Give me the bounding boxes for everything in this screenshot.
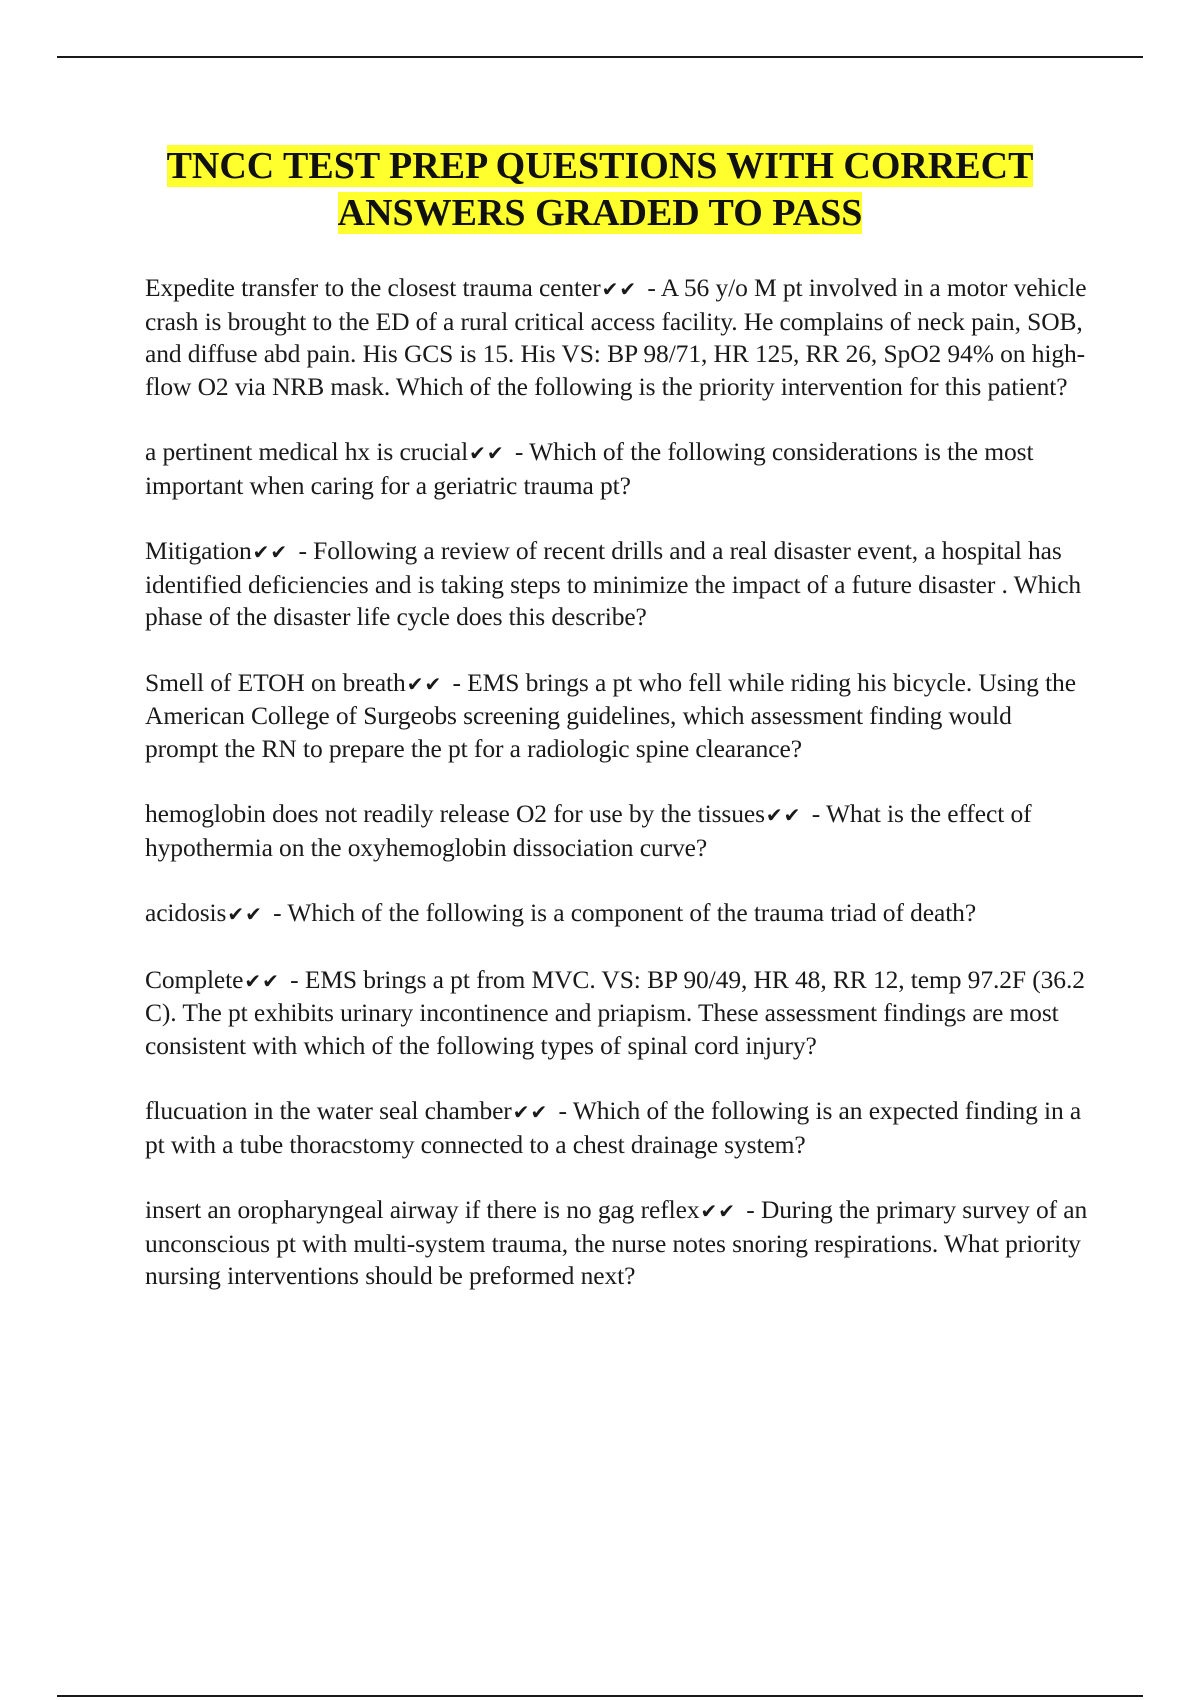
double-check-icon: ✔✔ bbox=[244, 968, 280, 993]
answer-text: a pertinent medical hx is crucial bbox=[145, 437, 469, 466]
separator: - bbox=[811, 799, 821, 828]
double-check-icon: ✔✔ bbox=[601, 277, 638, 301]
separator: - bbox=[290, 964, 299, 994]
double-check-icon: ✔✔ bbox=[765, 803, 802, 827]
double-check-icon: ✔✔ bbox=[227, 902, 263, 926]
question-text: EMS brings a pt who fell while riding his bicycle. Using the American College of Surgeobs screening guidelines, which assessment finding would prompt the RN to prepare the pt for a radiologic spine clearance? bbox=[145, 667, 1076, 763]
answer-text: Expedite transfer to the closest trauma center bbox=[145, 273, 601, 302]
question-text: Which of the following considerations is the most important when caring for a geriatric trauma pt? bbox=[145, 437, 1034, 500]
qa-item bbox=[145, 667, 1090, 766]
qa-item bbox=[145, 535, 1090, 634]
answer-text: acidosis bbox=[145, 898, 227, 927]
double-check-icon: ✔✔ bbox=[406, 671, 443, 696]
question-text: Which of the following is a component of the trauma triad of death? bbox=[287, 898, 977, 927]
title-line-2: ANSWERS GRADED TO PASS bbox=[337, 192, 863, 234]
qa-item bbox=[145, 964, 1090, 1063]
separator: - bbox=[647, 273, 656, 302]
bottom-rule bbox=[57, 1695, 1143, 1697]
question-text: Which of the following is an expected finding in a pt with a tube thoracstomy connected to a chest drainage system? bbox=[145, 1096, 1082, 1159]
document-title bbox=[120, 143, 1080, 237]
title-line-1: TNCC TEST PREP QUESTIONS WITH CORRECT bbox=[166, 145, 1034, 187]
separator: - bbox=[746, 1195, 755, 1224]
answer-text: Smell of ETOH on breath bbox=[145, 667, 406, 697]
separator: - bbox=[558, 1096, 567, 1125]
double-check-icon: ✔✔ bbox=[469, 441, 505, 465]
qa-item bbox=[145, 897, 1090, 931]
question-text: Following a review of recent drills and a real disaster event, a hospital has identified deficiencies and is taking steps to minimize the impact of a future disaster . Which phase of the disaster life cycle does this describe? bbox=[145, 536, 1082, 631]
answer-text: Mitigation bbox=[145, 536, 252, 565]
answer-text: insert an oropharyngeal airway if there is no gag reflex bbox=[145, 1195, 700, 1224]
question-text: During the primary survey of an unconscious pt with multi-system trauma, the nurse notes snoring respirations. What priority nursing interventions should be preformed next? bbox=[145, 1195, 1088, 1290]
separator: - bbox=[298, 536, 307, 565]
double-check-icon: ✔✔ bbox=[700, 1199, 736, 1223]
answer-text: Complete bbox=[145, 964, 244, 994]
qa-item bbox=[145, 798, 1090, 864]
answer-text: flucuation in the water seal chamber bbox=[145, 1096, 512, 1125]
question-text: EMS brings a pt from MVC. VS: BP 90/49, HR 48, RR 12, temp 97.2F (36.2 C). The pt exhibits urinary incontinence and priapism. These assessment findings are most consistent with which of the following types of spinal cord injury? bbox=[145, 964, 1085, 1060]
answer-text: hemoglobin does not readily release O2 for use by the tissues bbox=[145, 799, 765, 828]
question-text: What is the effect of hypothermia on the oxyhemoglobin dissociation curve? bbox=[145, 799, 1032, 862]
double-check-icon: ✔✔ bbox=[252, 540, 289, 564]
separator: - bbox=[273, 898, 282, 927]
separator: - bbox=[514, 437, 524, 466]
qa-list bbox=[145, 272, 1090, 1326]
qa-item bbox=[145, 272, 1090, 403]
double-check-icon: ✔✔ bbox=[512, 1100, 549, 1124]
question-text: A 56 y/o M pt involved in a motor vehicle crash is brought to the ED of a rural critical access facility. He complains of neck pain, SOB, and diffuse abd pain. His GCS is 15. His VS: BP 98/71, HR 125, RR 26, SpO2 94% on high-flow O2 via NRB mask. Which of the following is the priority intervention for this patient? bbox=[145, 273, 1087, 401]
qa-item bbox=[145, 436, 1090, 502]
top-rule bbox=[57, 56, 1143, 58]
qa-item bbox=[145, 1095, 1090, 1161]
qa-item bbox=[145, 1194, 1090, 1293]
separator: - bbox=[452, 667, 461, 697]
